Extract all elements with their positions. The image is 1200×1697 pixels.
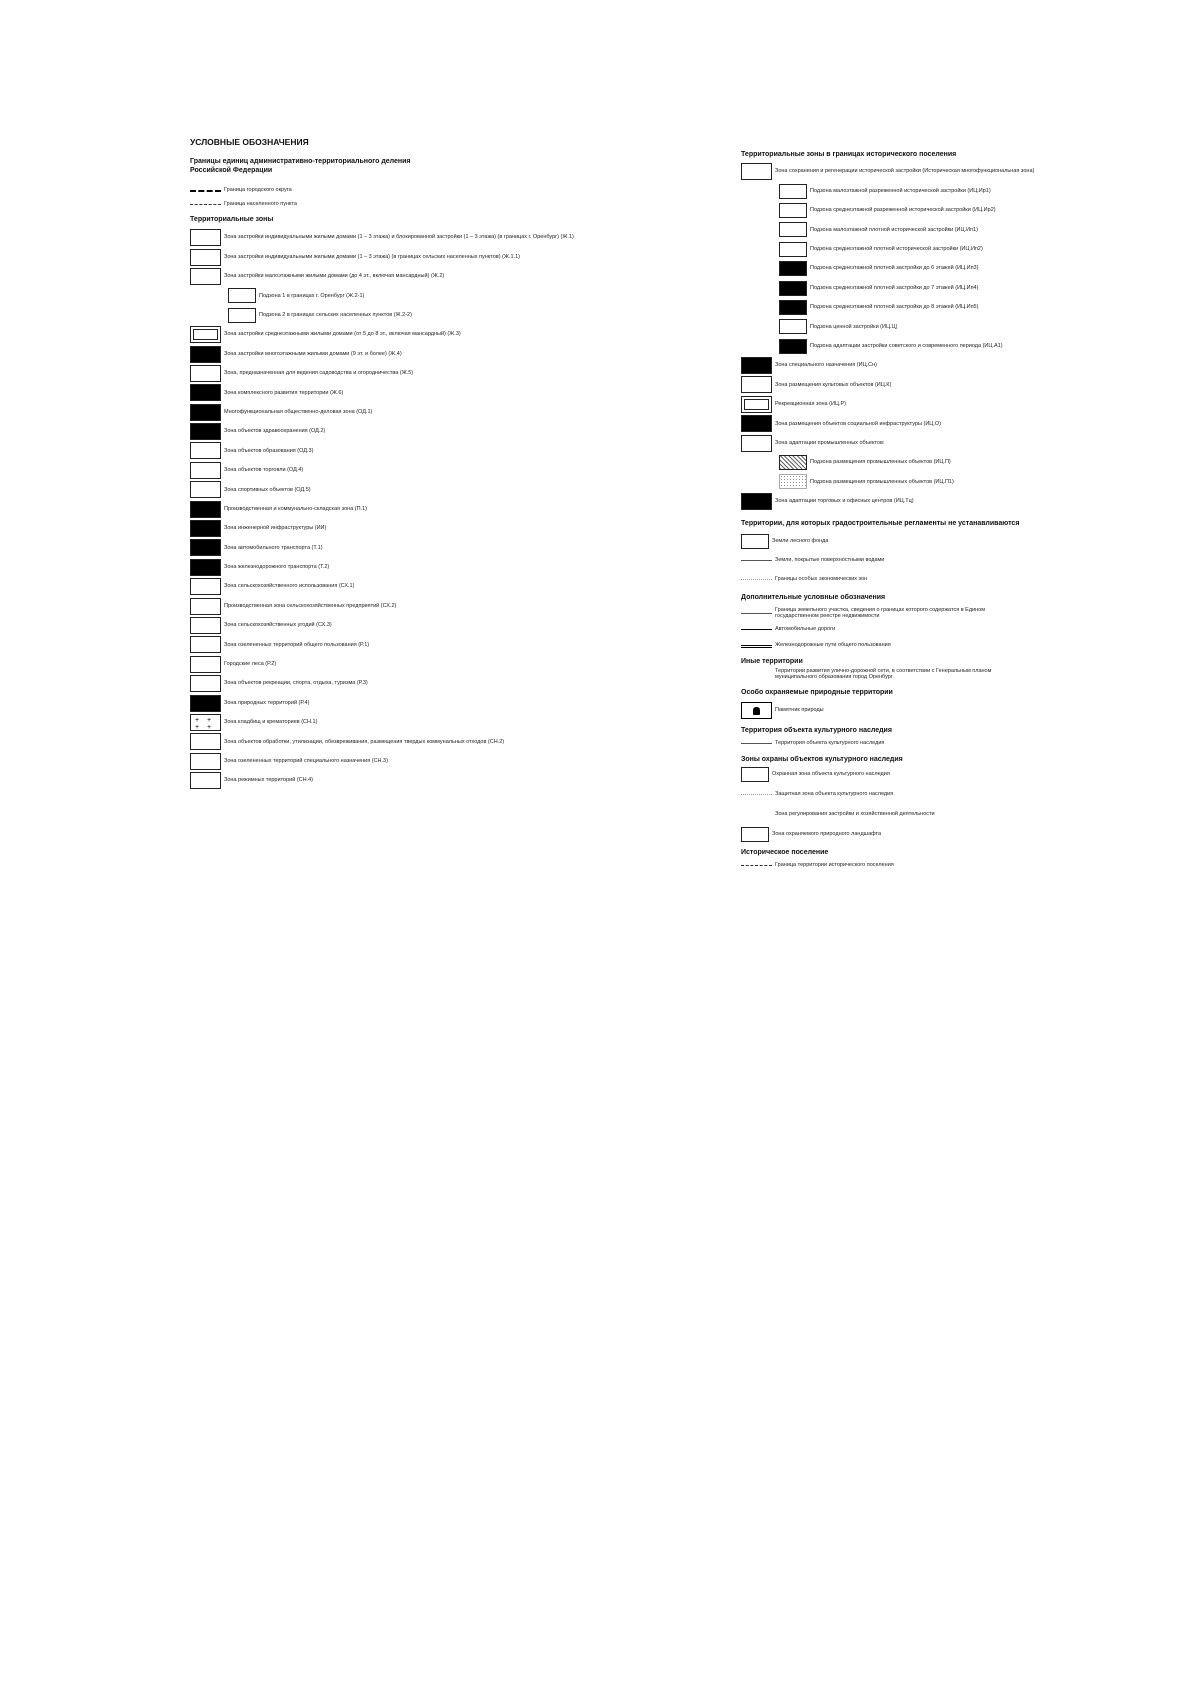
legend-row	[741, 666, 1161, 682]
legend-label: Зона охраняемого природного ландшафта	[772, 830, 882, 837]
road-line-symbol	[741, 625, 772, 634]
legend-label: Зона сохранения и регенерации исторической застройки (Историческая многофункциональная зона)	[775, 168, 1035, 175]
legend-label: Границы особых экономических зон	[775, 576, 868, 583]
area-swatch	[741, 534, 769, 549]
legend-row	[741, 551, 1161, 570]
legend-row	[741, 492, 1161, 511]
legend-label: Зона объектов здравоохранения (ОД.2)	[224, 428, 326, 435]
heritage-protection-list	[741, 764, 1161, 844]
legend-label: Подзона среднеэтажной разреженной исторической застройки (ИЦ.Ир2)	[810, 207, 996, 214]
np-line-symbol	[190, 200, 221, 209]
legend-label: Городские леса (Р.2)	[224, 661, 277, 668]
zone-swatch	[779, 203, 807, 218]
zone-swatch	[741, 435, 772, 452]
zone-swatch	[190, 462, 221, 479]
legend-title: УСЛОВНЫЕ ОБОЗНАЧЕНИЯ	[190, 137, 309, 147]
admin-boundaries-list	[190, 183, 630, 211]
legend-row	[190, 713, 630, 732]
line-stroke	[741, 613, 772, 614]
heritage-territory-heading: Территория объекта культурного наследия	[741, 727, 892, 735]
zone-swatch	[779, 455, 807, 470]
zone-swatch	[190, 346, 221, 363]
legend-row	[190, 441, 630, 460]
line-stroke	[741, 560, 772, 561]
legend-label: Зона объектов рекреации, спорта, отдыха, туризма (Р.3)	[224, 680, 368, 687]
zone-swatch	[190, 675, 221, 692]
legend-label: Зона железнодорожного транспорта (Т.2)	[224, 564, 330, 571]
zone-swatch	[190, 617, 221, 634]
legend-label: Зона регулирования застройки и хозяйственной деятельности	[775, 810, 935, 817]
legend-label: Рекреационная зона (ИЦ.Р)	[775, 401, 847, 408]
legend-label: Зона спортивных объектов (ОД.5)	[224, 486, 311, 493]
legend-row	[741, 278, 1161, 297]
zone-swatch	[779, 242, 807, 257]
legend-label: Подзона среднеэтажной плотной застройки до 7 этажей (ИЦ.Ип4)	[810, 284, 979, 291]
legend-row	[190, 480, 630, 499]
svg-text:+: +	[207, 723, 212, 730]
admin-boundaries-heading: Границы единиц административно-территориального деления Российской Федерации	[190, 158, 411, 174]
legend-row	[190, 422, 630, 441]
monument-glyph	[753, 707, 760, 715]
legend-label: Зона озелененных территорий общего пользования (Р.1)	[224, 641, 370, 648]
no-regulation-list	[741, 532, 1161, 589]
legend-row	[190, 655, 630, 674]
legend-label: Земли, покрытые поверхностными водами	[775, 557, 885, 564]
legend-row	[741, 857, 1161, 873]
legend-label: Подзона среднеэтажной плотной застройки до 6 этажей (ИЦ.Ип3)	[810, 265, 979, 272]
legend-row	[190, 596, 630, 615]
zone-swatch	[190, 520, 221, 537]
legend-label: Подзона среднеэтажной плотной застройки до 8 этажей (ИЦ.Ип5)	[810, 304, 979, 311]
legend-row	[190, 771, 630, 790]
legend-label: Подзона малоэтажной разреженной исторической застройки (ИЦ.Ир1)	[810, 187, 991, 194]
historic-settlement-heading: Историческое поселение	[741, 849, 829, 857]
legend-label: Зона объектов торговли (ОД.4)	[224, 467, 304, 474]
zone-swatch	[779, 339, 807, 354]
zone-swatch	[190, 384, 221, 401]
legend-row	[190, 325, 630, 344]
zones-list	[190, 228, 630, 790]
legend-row	[741, 637, 1161, 653]
legend-row	[741, 605, 1161, 621]
legend-left-column	[190, 138, 630, 790]
historic-zones-heading: Территориальные зоны в границах исторического поселения	[741, 151, 957, 158]
legend-label: Подзона размещения промышленных объектов (ИЦ.П)	[810, 459, 951, 466]
zone-swatch	[741, 493, 772, 510]
legend-label: Зона, предназначенная для ведения садоводства и огородничества (Ж.5)	[224, 370, 414, 377]
legend-row	[741, 337, 1161, 356]
legend-row	[190, 616, 630, 635]
zone-swatch	[741, 376, 772, 393]
legend-row	[741, 375, 1161, 394]
zone-swatch	[741, 396, 772, 413]
legend-row	[741, 259, 1161, 278]
zone-swatch	[228, 308, 256, 323]
zone-swatch	[190, 539, 221, 556]
legend-label: Территория объекта культурного наследия	[775, 739, 885, 746]
legend-label: Зона объектов образования (ОД.3)	[224, 447, 314, 454]
legend-row	[741, 317, 1161, 336]
zone-swatch	[190, 501, 221, 518]
legend-row	[741, 453, 1161, 472]
legend-row	[190, 228, 630, 247]
legend-row	[190, 461, 630, 480]
legend-row	[741, 240, 1161, 259]
legend-row	[190, 519, 630, 538]
zone-swatch	[741, 163, 772, 180]
dotgray-line-symbol	[741, 575, 772, 584]
legend-label: Зона застройки среднеэтажными жилыми домами (от 5 до 8 эт., включая мансардный) (Ж.3)	[224, 331, 461, 338]
legend-label: Зона режимных территорий (СН.4)	[224, 777, 314, 784]
dotgray-line-symbol	[741, 790, 772, 799]
legend-label: Граница территории исторического поселения	[775, 861, 894, 868]
zone-swatch	[190, 249, 221, 266]
legend-label: Земли лесного фонда	[772, 538, 829, 545]
legend-label: Зона кладбищ и крематориев (СН.1)	[224, 719, 318, 726]
svg-text:+: +	[195, 723, 200, 730]
legend-label: Охранная зона объекта культурного наследия	[772, 770, 890, 777]
zone-swatch	[190, 326, 221, 343]
legend-label: Производственная зона сельскохозяйственных предприятий (СХ.2)	[224, 602, 397, 609]
zones-heading: Территориальные зоны	[190, 216, 274, 223]
legend-label: Зона озелененных территорий специального назначения (СН.3)	[224, 757, 388, 764]
legend-row	[190, 197, 630, 211]
legend-label: Зона застройки индивидуальными жилыми домами (1 – 3 этажа) (в границах сельских населенных пунктов) (Ж.1.1)	[224, 253, 520, 260]
legend-label: Автомобильные дороги	[775, 625, 836, 632]
legend-label: Зона застройки малоэтажными жилыми домами (до 4 эт., включая мансардный) (Ж.2)	[224, 273, 445, 280]
legend-label: Зона автомобильного транспорта (Т.1)	[224, 544, 323, 551]
legend-label: Граница городского округа	[224, 186, 292, 193]
thin-line-symbol	[741, 556, 772, 565]
legend-row	[190, 732, 630, 751]
legend-label: Подзона 2 в границах сельских населенных пунктов (Ж.2-2)	[259, 312, 412, 318]
legend-label: Многофункциональная общественно-деловая зона (ОД.1)	[224, 408, 373, 415]
area-swatch	[741, 767, 769, 782]
thin-line-symbol	[741, 739, 772, 748]
legend-label: Подзона среднеэтажной плотной исторической застройки (ИЦ.Ип2)	[810, 246, 983, 252]
legend-row	[190, 364, 630, 383]
zone-swatch	[190, 423, 221, 440]
zone-swatch	[741, 415, 772, 432]
legend-label: Зона сельскохозяйственных угодий (СХ.3)	[224, 622, 332, 629]
legend-row	[190, 183, 630, 197]
legend-row	[741, 220, 1161, 239]
heritage-protection-heading: Зоны охраны объектов культурного наследия	[741, 756, 903, 764]
legend-row	[741, 570, 1161, 589]
legend-row	[741, 356, 1161, 375]
blank-symbol	[741, 670, 772, 679]
legend-row	[741, 764, 1161, 784]
legend-row	[741, 621, 1161, 637]
zone-swatch	[779, 281, 807, 296]
zone-swatch	[190, 753, 221, 770]
protected-nature-list	[741, 701, 1161, 720]
legend-row	[741, 532, 1161, 551]
legend-row	[190, 752, 630, 771]
line-stroke	[741, 743, 772, 744]
rail-line-symbol	[741, 641, 772, 650]
zone-swatch	[779, 319, 807, 334]
legend-row	[741, 201, 1161, 220]
legend-row	[190, 499, 630, 518]
legend-row	[741, 298, 1161, 317]
line-stroke	[741, 579, 772, 580]
zone-swatch	[190, 442, 221, 459]
legend-label: Железнодорожные пути общего пользования	[775, 641, 891, 648]
line-stroke	[741, 629, 772, 630]
legend-row	[190, 538, 630, 557]
legend-label: Зона комплексного развития территории (Ж.6)	[224, 389, 344, 396]
legend-label: Зона сельскохозяйственного использования (СХ.1)	[224, 583, 355, 590]
zone-swatch	[190, 229, 221, 246]
historic-zones-list	[741, 162, 1161, 511]
legend-label: Зона адаптации промышленных объектов:	[775, 439, 885, 446]
legend-row	[741, 472, 1161, 491]
legend-label: Зона природных территорий (Р.4)	[224, 699, 310, 706]
legend-row	[190, 558, 630, 577]
legend-row	[190, 344, 630, 363]
legend-label: Защитная зона объекта культурного наследия	[775, 790, 894, 797]
zone-swatch	[190, 733, 221, 750]
legend-label: Подзона адаптации застройки советского и современного периода (ИЦ.А1)	[810, 342, 1003, 349]
legend-row	[190, 306, 630, 325]
legend-row	[190, 247, 630, 266]
legend-label: Подзона малоэтажной плотной исторической застройки (ИЦ.Ип1)	[810, 226, 978, 233]
legend-row	[190, 674, 630, 693]
line-stroke	[741, 645, 772, 648]
legend-label: Подзона 1 в границах г. Оренбург (Ж.2-1)	[259, 292, 365, 299]
zone-swatch	[779, 184, 807, 199]
area-swatch	[741, 827, 769, 842]
np-line-symbol	[741, 861, 772, 870]
zone-swatch	[190, 598, 221, 615]
legend-row	[190, 693, 630, 712]
zone-swatch	[741, 357, 772, 374]
legend-row	[190, 635, 630, 654]
protected-nature-heading: Особо охраняемые природные территории	[741, 689, 893, 697]
okrug-line-symbol	[190, 186, 221, 195]
zone-swatch	[190, 578, 221, 595]
zone-swatch	[190, 481, 221, 498]
legend-label: Зона застройки индивидуальными жилыми домами (1 – 3 этажа) и блокированной застройки (1 – 3 этажа) (в границах г. Оренбург) (Ж.1)	[224, 234, 574, 241]
legend-row	[190, 403, 630, 422]
legend-row	[741, 804, 1161, 824]
legend-row	[190, 267, 630, 286]
legend-right-column	[741, 150, 1161, 873]
svg-text:+: +	[195, 716, 200, 724]
legend-label: Зона специального назначения (ИЦ.Сн)	[775, 362, 878, 369]
zone-swatch	[190, 559, 221, 576]
monument-icon	[741, 702, 772, 719]
zone-swatch	[190, 404, 221, 421]
legend-row	[741, 701, 1161, 720]
legend-label: Зона объектов обработки, утилизации, обезвреживания, размещения твердых коммунальных отходов (СН.2)	[224, 738, 505, 745]
legend-row	[190, 286, 630, 305]
zone-swatch	[779, 474, 807, 489]
extra-symbols-list	[741, 605, 1161, 653]
legend-label: Памятник природы	[775, 707, 824, 714]
legend-row	[741, 784, 1161, 804]
zone-swatch	[190, 772, 221, 789]
thin-line-symbol	[741, 609, 772, 618]
legend-label: Граница населенного пункта	[224, 200, 297, 207]
legend-label: Зона адаптации торговых и офисных центров (ИЦ.Тц)	[775, 498, 914, 505]
svg-text:+: +	[207, 716, 212, 724]
zone-swatch	[190, 714, 221, 731]
legend-label: Зона застройки многоэтажными жилыми домами (9 эт. и более) (Ж.4)	[224, 350, 402, 357]
no-regulation-heading: Территории, для которых градостроительные регламенты не устанавливаются	[741, 520, 1020, 528]
legend-label: Зона размещения культовых объектов (ИЦ.К)	[775, 381, 892, 388]
line-stroke	[741, 865, 772, 866]
legend-row	[741, 414, 1161, 433]
legend-label: Зона инженерной инфраструктуры (ИИ)	[224, 525, 327, 532]
blank-symbol	[741, 810, 772, 819]
legend-row	[190, 577, 630, 596]
zone-swatch	[190, 695, 221, 712]
legend-row	[190, 383, 630, 402]
legend-label: Производственная и коммунально-складская зона (П.1)	[224, 505, 367, 512]
legend-label: Подзона размещения промышленных объектов (ИЦ.П1)	[810, 478, 954, 485]
line-stroke	[190, 204, 221, 205]
legend-label: Граница земельного участка, сведения о границах которого содержатся в Едином государственном реестре недвижимости	[775, 606, 985, 620]
zone-swatch	[779, 261, 807, 276]
historic-settlement-list	[741, 857, 1161, 873]
line-stroke	[741, 794, 772, 795]
legend-row	[741, 433, 1161, 452]
heritage-territory-list	[741, 735, 1161, 751]
zone-swatch	[228, 288, 256, 303]
extra-symbols-heading: Дополнительные условные обозначения	[741, 594, 886, 602]
line-stroke	[190, 190, 221, 192]
other-territories-heading: Иные территории	[741, 658, 803, 666]
legend-row	[741, 824, 1161, 844]
legend-label: Территории развития улично-дорожной сети, в соответствии с Генеральным планом муниципального образования город Оренбург	[775, 667, 992, 681]
legend-row	[741, 735, 1161, 751]
zone-swatch	[779, 222, 807, 237]
zone-swatch	[190, 636, 221, 653]
zone-swatch	[190, 365, 221, 382]
legend-row	[741, 395, 1161, 414]
other-territories-list	[741, 666, 1161, 682]
legend-label: Зона размещения объектов социальной инфраструктуры (ИЦ.О)	[775, 420, 941, 427]
legend-row	[741, 162, 1161, 181]
zone-swatch	[779, 300, 807, 315]
zone-swatch	[190, 268, 221, 285]
legend-label: Подзона ценной застройки (ИЦ.Ц)	[810, 323, 898, 330]
legend-row	[741, 181, 1161, 200]
zone-swatch	[190, 656, 221, 673]
